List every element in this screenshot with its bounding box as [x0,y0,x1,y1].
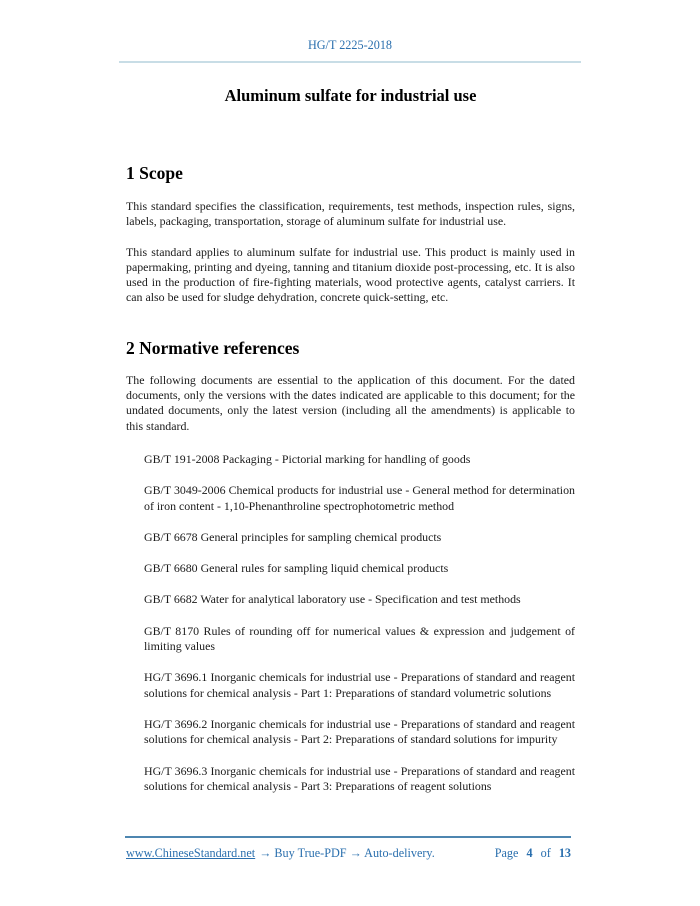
reference-item: GB/T 6680 General rules for sampling liquid chemical products [144,561,449,576]
page-label: Page [494,846,519,860]
section-heading-scope: 1 Scope [126,163,183,183]
document-title: Aluminum sulfate for industrial use [224,86,477,105]
reference-item: HG/T 3696.3 Inorganic chemicals for industrial use - Preparations of standard and reagent solutions for chemical analysis - Part 3: Preparations of reagent solutions [144,763,575,793]
reference-item: GB/T 3049-2006 Chemical products for industrial use - General method for determination of iron content - 1,10-Phenanthroline spectrophotometric method [144,483,575,513]
footer-website-link[interactable]: www.ChineseStandard.net [126,846,256,860]
reference-item: GB/T 191-2008 Packaging - Pictorial marking for handling of goods [144,451,471,466]
reference-item: HG/T 3696.1 Inorganic chemicals for industrial use - Preparations of standard and reagent solutions for chemical analysis - Part 1: Preparations of standard volumetric solutions [144,670,575,700]
reference-item: GB/T 6678 General principles for sampling chemical products [144,529,442,544]
reference-item: GB/T 6682 Water for analytical laboratory use - Specification and test methods [144,592,521,607]
of-label: of [540,846,551,860]
page-footer [126,846,571,861]
scope-paragraph-1: This standard specifies the classification, requirements, test methods, inspection rules, signs, labels, packaging, transportation, storage of aluminum sulfate for industrial use. [126,199,575,229]
footer-rule [125,836,571,838]
reference-item: HG/T 3696.2 Inorganic chemicals for industrial use - Preparations of standard and reagent solutions for chemical analysis - Part 2: Preparations of standard solutions for impurity [144,716,575,747]
header-standard-number: HG/T 2225-2018 [307,38,393,52]
page-indicator [495,846,571,861]
section-heading-normative-references: 2 Normative references [126,337,300,358]
scope-paragraph-2: This standard applies to aluminum sulfate for industrial use. This product is mainly used in papermaking, printing and dyeing, tanning and titanium dioxide post-processing, etc. It is also used in the production of fire-fighting materials, wood protective agents, catalyst carriers. It can also be used for sludge dehydration, concrete quick-setting, etc. [126,244,575,305]
page-current: 4 [526,846,533,860]
reference-item: GB/T 8170 Rules of rounding off for numerical values & expression and judgement of limiting values [144,623,575,654]
footer-tagline: → Buy True-PDF → Auto-delivery. [259,846,435,860]
document-body [126,0,575,794]
page-total: 13 [558,846,571,860]
normative-references-intro: The following documents are essential to the application of this document. For the dated documents, only the versions with the dates indicated are applicable to this document; for the undated documents, only the latest version (including all the amendments) is applicable to this standard. [126,372,575,433]
footer-left [126,846,435,861]
